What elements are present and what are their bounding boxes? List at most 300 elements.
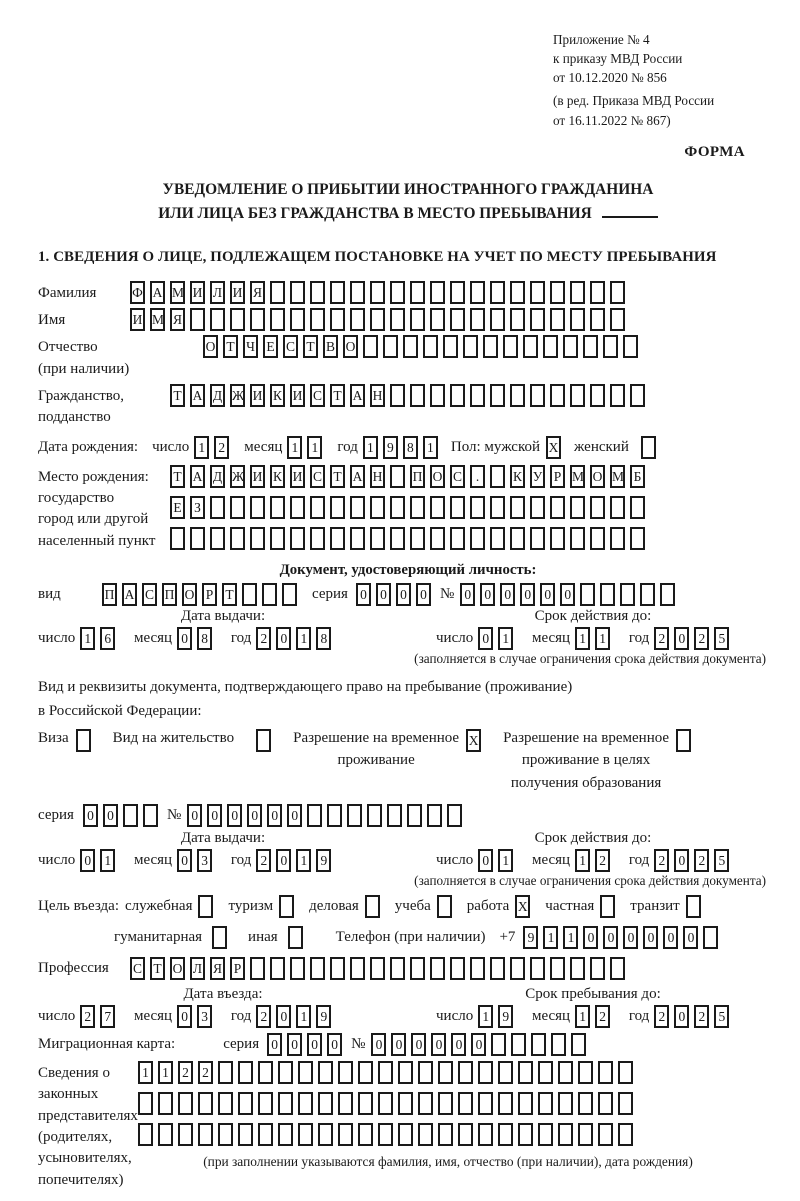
given-name-char-box[interactable] <box>550 308 565 331</box>
citizenship-char-box[interactable]: Т <box>330 384 345 407</box>
guardians-char-box[interactable] <box>578 1123 593 1146</box>
guardians-char-box[interactable] <box>498 1092 513 1115</box>
guardians-char-box[interactable] <box>358 1123 373 1146</box>
surname-char-box[interactable] <box>290 281 305 304</box>
profession-char-box[interactable] <box>510 957 525 980</box>
res-issue-year-box[interactable]: 0 <box>276 849 291 872</box>
guardians-char-box[interactable] <box>298 1061 313 1084</box>
guardians-char-box[interactable] <box>578 1092 593 1115</box>
res-series-box[interactable] <box>143 804 158 827</box>
patronymic-char-box[interactable]: Т <box>223 335 238 358</box>
guardians-char-box[interactable]: 1 <box>158 1061 173 1084</box>
birthplace-char-box[interactable] <box>270 527 285 550</box>
guardians-char-box[interactable] <box>198 1092 213 1115</box>
patronymic-char-box[interactable] <box>603 335 618 358</box>
guardians-char-box[interactable] <box>218 1123 233 1146</box>
birthplace-char-box[interactable] <box>210 527 225 550</box>
guardians-char-box[interactable] <box>538 1092 553 1115</box>
guardians-char-box[interactable] <box>538 1123 553 1146</box>
given-name-char-box[interactable] <box>390 308 405 331</box>
citizenship-char-box[interactable]: Ж <box>230 384 245 407</box>
guardians-char-box[interactable] <box>158 1092 173 1115</box>
guardians-char-box[interactable] <box>338 1061 353 1084</box>
birthplace-char-box[interactable] <box>510 496 525 519</box>
given-name-char-box[interactable] <box>610 308 625 331</box>
id-number-box[interactable] <box>580 583 595 606</box>
stay-year-box[interactable]: 5 <box>714 1005 729 1028</box>
guardians-char-box[interactable] <box>218 1092 233 1115</box>
res-number-box[interactable] <box>347 804 362 827</box>
entry-day-box[interactable]: 2 <box>80 1005 95 1028</box>
birthplace-char-box[interactable]: М <box>570 465 585 488</box>
doc-kind-char-box[interactable] <box>282 583 297 606</box>
doc-kind-char-box[interactable] <box>262 583 277 606</box>
guardians-char-box[interactable] <box>398 1092 413 1115</box>
guardians-char-box[interactable] <box>318 1061 333 1084</box>
res-number-box[interactable]: 0 <box>287 804 302 827</box>
profession-char-box[interactable]: Р <box>230 957 245 980</box>
res-valid-year-box[interactable]: 2 <box>654 849 669 872</box>
res-number-box[interactable] <box>367 804 382 827</box>
guardians-char-box[interactable] <box>478 1061 493 1084</box>
patronymic-char-box[interactable] <box>483 335 498 358</box>
res-issue-day-box[interactable]: 0 <box>80 849 95 872</box>
citizenship-char-box[interactable]: А <box>350 384 365 407</box>
birthplace-char-box[interactable] <box>530 496 545 519</box>
profession-char-box[interactable] <box>610 957 625 980</box>
guardians-char-box[interactable] <box>278 1061 293 1084</box>
doc-kind-char-box[interactable]: С <box>142 583 157 606</box>
surname-char-box[interactable] <box>610 281 625 304</box>
id-number-box[interactable]: 0 <box>480 583 495 606</box>
guardians-char-box[interactable] <box>458 1092 473 1115</box>
profession-char-box[interactable] <box>470 957 485 980</box>
birthplace-char-box[interactable] <box>430 496 445 519</box>
id-issue-year-box[interactable]: 8 <box>316 627 331 650</box>
guardians-char-box[interactable] <box>138 1092 153 1115</box>
birthplace-char-box[interactable]: О <box>590 465 605 488</box>
citizenship-char-box[interactable]: Д <box>210 384 225 407</box>
guardians-char-box[interactable]: 2 <box>198 1061 213 1084</box>
phone-digit-box[interactable]: 0 <box>683 926 698 949</box>
entry-year-box[interactable]: 1 <box>296 1005 311 1028</box>
res-number-box[interactable]: 0 <box>267 804 282 827</box>
birthplace-char-box[interactable] <box>430 527 445 550</box>
entry-year-box[interactable]: 0 <box>276 1005 291 1028</box>
surname-char-box[interactable] <box>530 281 545 304</box>
guardians-char-box[interactable] <box>198 1123 213 1146</box>
patronymic-char-box[interactable] <box>363 335 378 358</box>
profession-char-box[interactable] <box>410 957 425 980</box>
birthplace-char-box[interactable] <box>310 496 325 519</box>
res-issue-month-box[interactable]: 3 <box>197 849 212 872</box>
birthplace-char-box[interactable] <box>230 527 245 550</box>
patronymic-char-box[interactable] <box>543 335 558 358</box>
surname-char-box[interactable] <box>490 281 505 304</box>
surname-char-box[interactable] <box>390 281 405 304</box>
mig-number-box[interactable]: 0 <box>371 1033 386 1056</box>
citizenship-char-box[interactable]: И <box>290 384 305 407</box>
patronymic-char-box[interactable] <box>503 335 518 358</box>
given-name-char-box[interactable] <box>450 308 465 331</box>
guardians-char-box[interactable] <box>298 1123 313 1146</box>
patronymic-char-box[interactable] <box>523 335 538 358</box>
citizenship-char-box[interactable] <box>450 384 465 407</box>
surname-char-box[interactable]: А <box>150 281 165 304</box>
patronymic-char-box[interactable]: В <box>323 335 338 358</box>
surname-char-box[interactable]: И <box>230 281 245 304</box>
official-checkbox[interactable] <box>198 895 213 918</box>
patronymic-char-box[interactable] <box>563 335 578 358</box>
mig-number-box[interactable] <box>571 1033 586 1056</box>
surname-char-box[interactable] <box>550 281 565 304</box>
guardians-char-box[interactable] <box>598 1061 613 1084</box>
guardians-char-box[interactable] <box>258 1061 273 1084</box>
res-issue-month-box[interactable]: 0 <box>177 849 192 872</box>
birthplace-char-box[interactable]: Н <box>370 465 385 488</box>
study-checkbox[interactable] <box>437 895 452 918</box>
entry-month-box[interactable]: 3 <box>197 1005 212 1028</box>
res-number-box[interactable] <box>387 804 402 827</box>
res-valid-day-box[interactable]: 1 <box>498 849 513 872</box>
id-number-box[interactable] <box>620 583 635 606</box>
guardians-char-box[interactable] <box>338 1092 353 1115</box>
doc-kind-char-box[interactable]: П <box>102 583 117 606</box>
residence-permit-checkbox[interactable] <box>256 729 271 752</box>
phone-digit-box[interactable]: 0 <box>663 926 678 949</box>
profession-char-box[interactable] <box>350 957 365 980</box>
id-series-box[interactable]: 0 <box>356 583 371 606</box>
mig-series-box[interactable]: 0 <box>267 1033 282 1056</box>
birthplace-char-box[interactable]: П <box>410 465 425 488</box>
mig-series-box[interactable]: 0 <box>287 1033 302 1056</box>
guardians-char-box[interactable] <box>318 1123 333 1146</box>
birthplace-char-box[interactable] <box>330 496 345 519</box>
patronymic-char-box[interactable]: Т <box>303 335 318 358</box>
id-valid-year-box[interactable]: 2 <box>694 627 709 650</box>
res-number-box[interactable] <box>427 804 442 827</box>
stay-year-box[interactable]: 2 <box>694 1005 709 1028</box>
guardians-char-box[interactable] <box>518 1092 533 1115</box>
id-valid-year-box[interactable]: 2 <box>654 627 669 650</box>
stay-month-box[interactable]: 2 <box>595 1005 610 1028</box>
profession-char-box[interactable] <box>570 957 585 980</box>
res-issue-day-box[interactable]: 1 <box>100 849 115 872</box>
given-name-char-box[interactable] <box>230 308 245 331</box>
birthplace-char-box[interactable] <box>250 527 265 550</box>
given-name-char-box[interactable] <box>530 308 545 331</box>
id-issue-month-box[interactable]: 0 <box>177 627 192 650</box>
id-series-box[interactable]: 0 <box>376 583 391 606</box>
guardians-char-box[interactable] <box>558 1061 573 1084</box>
id-issue-month-box[interactable]: 8 <box>197 627 212 650</box>
res-valid-month-box[interactable]: 1 <box>575 849 590 872</box>
birth-year-box[interactable]: 9 <box>383 436 398 459</box>
birthplace-char-box[interactable] <box>370 527 385 550</box>
surname-char-box[interactable]: Я <box>250 281 265 304</box>
birth-year-box[interactable]: 1 <box>423 436 438 459</box>
guardians-char-box[interactable] <box>418 1061 433 1084</box>
birth-month-box[interactable]: 1 <box>307 436 322 459</box>
res-number-box[interactable]: 0 <box>207 804 222 827</box>
birthplace-char-box[interactable]: Т <box>330 465 345 488</box>
guardians-char-box[interactable] <box>298 1092 313 1115</box>
birthplace-char-box[interactable] <box>350 527 365 550</box>
guardians-char-box[interactable] <box>238 1092 253 1115</box>
given-name-char-box[interactable] <box>590 308 605 331</box>
birthplace-char-box[interactable]: С <box>310 465 325 488</box>
surname-char-box[interactable] <box>430 281 445 304</box>
profession-char-box[interactable] <box>310 957 325 980</box>
phone-digit-box[interactable]: 1 <box>543 926 558 949</box>
birth-day-box[interactable]: 1 <box>194 436 209 459</box>
stay-day-box[interactable]: 9 <box>498 1005 513 1028</box>
doc-kind-char-box[interactable]: Р <box>202 583 217 606</box>
birthplace-char-box[interactable]: З <box>190 496 205 519</box>
surname-char-box[interactable]: М <box>170 281 185 304</box>
res-series-box[interactable] <box>123 804 138 827</box>
doc-kind-char-box[interactable]: О <box>182 583 197 606</box>
surname-char-box[interactable] <box>350 281 365 304</box>
birthplace-char-box[interactable] <box>450 496 465 519</box>
guardians-char-box[interactable] <box>518 1123 533 1146</box>
citizenship-char-box[interactable] <box>590 384 605 407</box>
guardians-char-box[interactable] <box>178 1092 193 1115</box>
citizenship-char-box[interactable] <box>470 384 485 407</box>
given-name-char-box[interactable] <box>470 308 485 331</box>
id-issue-day-box[interactable]: 6 <box>100 627 115 650</box>
guardians-char-box[interactable] <box>418 1123 433 1146</box>
guardians-char-box[interactable] <box>558 1092 573 1115</box>
birthplace-char-box[interactable] <box>570 527 585 550</box>
birthplace-char-box[interactable] <box>490 527 505 550</box>
guardians-char-box[interactable] <box>398 1123 413 1146</box>
guardians-char-box[interactable] <box>618 1123 633 1146</box>
given-name-char-box[interactable] <box>250 308 265 331</box>
stay-year-box[interactable]: 0 <box>674 1005 689 1028</box>
phone-digit-box[interactable]: 9 <box>523 926 538 949</box>
id-number-box[interactable]: 0 <box>520 583 535 606</box>
res-number-box[interactable] <box>407 804 422 827</box>
mig-number-box[interactable]: 0 <box>411 1033 426 1056</box>
surname-char-box[interactable] <box>270 281 285 304</box>
profession-char-box[interactable] <box>550 957 565 980</box>
profession-char-box[interactable] <box>270 957 285 980</box>
birthplace-char-box[interactable]: А <box>190 465 205 488</box>
given-name-char-box[interactable] <box>370 308 385 331</box>
mig-number-box[interactable] <box>511 1033 526 1056</box>
guardians-char-box[interactable] <box>618 1061 633 1084</box>
birthplace-char-box[interactable] <box>210 496 225 519</box>
surname-char-box[interactable] <box>510 281 525 304</box>
guardians-char-box[interactable] <box>178 1123 193 1146</box>
res-number-box[interactable] <box>327 804 342 827</box>
birthplace-char-box[interactable] <box>190 527 205 550</box>
guardians-char-box[interactable] <box>578 1061 593 1084</box>
birth-year-box[interactable]: 1 <box>363 436 378 459</box>
birthplace-char-box[interactable]: Е <box>170 496 185 519</box>
citizenship-char-box[interactable] <box>490 384 505 407</box>
id-valid-day-box[interactable]: 1 <box>498 627 513 650</box>
profession-char-box[interactable] <box>430 957 445 980</box>
res-number-box[interactable]: 0 <box>247 804 262 827</box>
id-issue-year-box[interactable]: 2 <box>256 627 271 650</box>
birthplace-char-box[interactable] <box>270 496 285 519</box>
guardians-char-box[interactable] <box>378 1061 393 1084</box>
citizenship-char-box[interactable]: А <box>190 384 205 407</box>
birthplace-char-box[interactable]: И <box>250 465 265 488</box>
patronymic-char-box[interactable]: Е <box>263 335 278 358</box>
profession-char-box[interactable] <box>530 957 545 980</box>
citizenship-char-box[interactable]: К <box>270 384 285 407</box>
patronymic-char-box[interactable]: О <box>203 335 218 358</box>
birthplace-char-box[interactable]: Д <box>210 465 225 488</box>
birthplace-char-box[interactable] <box>470 527 485 550</box>
citizenship-char-box[interactable] <box>390 384 405 407</box>
id-number-box[interactable]: 0 <box>540 583 555 606</box>
given-name-char-box[interactable] <box>430 308 445 331</box>
guardians-char-box[interactable] <box>438 1123 453 1146</box>
surname-char-box[interactable] <box>590 281 605 304</box>
patronymic-char-box[interactable] <box>403 335 418 358</box>
birthplace-char-box[interactable] <box>630 527 645 550</box>
id-valid-month-box[interactable]: 1 <box>575 627 590 650</box>
profession-char-box[interactable]: С <box>130 957 145 980</box>
phone-digit-box[interactable]: 0 <box>603 926 618 949</box>
res-number-box[interactable]: 0 <box>187 804 202 827</box>
phone-digit-box[interactable]: 1 <box>563 926 578 949</box>
guardians-char-box[interactable] <box>358 1092 373 1115</box>
citizenship-char-box[interactable] <box>410 384 425 407</box>
citizenship-char-box[interactable] <box>530 384 545 407</box>
patronymic-char-box[interactable] <box>623 335 638 358</box>
birthplace-char-box[interactable]: А <box>350 465 365 488</box>
surname-char-box[interactable] <box>330 281 345 304</box>
birth-day-box[interactable]: 2 <box>214 436 229 459</box>
birthplace-char-box[interactable]: М <box>610 465 625 488</box>
guardians-char-box[interactable] <box>598 1092 613 1115</box>
given-name-char-box[interactable] <box>270 308 285 331</box>
guardians-char-box[interactable]: 1 <box>138 1061 153 1084</box>
id-number-box[interactable]: 0 <box>460 583 475 606</box>
given-name-char-box[interactable]: Я <box>170 308 185 331</box>
guardians-char-box[interactable] <box>518 1061 533 1084</box>
guardians-char-box[interactable] <box>318 1092 333 1115</box>
citizenship-char-box[interactable] <box>570 384 585 407</box>
given-name-char-box[interactable]: И <box>130 308 145 331</box>
surname-char-box[interactable] <box>410 281 425 304</box>
birthplace-char-box[interactable] <box>170 527 185 550</box>
citizenship-char-box[interactable]: И <box>250 384 265 407</box>
res-issue-year-box[interactable]: 1 <box>296 849 311 872</box>
id-number-box[interactable] <box>640 583 655 606</box>
business-checkbox[interactable] <box>365 895 380 918</box>
guardians-char-box[interactable] <box>498 1123 513 1146</box>
birthplace-char-box[interactable] <box>510 527 525 550</box>
entry-day-box[interactable]: 7 <box>100 1005 115 1028</box>
patronymic-char-box[interactable]: С <box>283 335 298 358</box>
citizenship-char-box[interactable] <box>510 384 525 407</box>
profession-char-box[interactable] <box>250 957 265 980</box>
phone-digit-box[interactable]: 0 <box>643 926 658 949</box>
patronymic-char-box[interactable] <box>463 335 478 358</box>
mig-number-box[interactable]: 0 <box>471 1033 486 1056</box>
private-checkbox[interactable] <box>600 895 615 918</box>
doc-kind-char-box[interactable]: А <box>122 583 137 606</box>
entry-year-box[interactable]: 2 <box>256 1005 271 1028</box>
mig-series-box[interactable]: 0 <box>307 1033 322 1056</box>
profession-char-box[interactable] <box>290 957 305 980</box>
id-series-box[interactable]: 0 <box>396 583 411 606</box>
birthplace-char-box[interactable]: И <box>290 465 305 488</box>
surname-char-box[interactable] <box>470 281 485 304</box>
given-name-char-box[interactable] <box>510 308 525 331</box>
guardians-char-box[interactable] <box>458 1061 473 1084</box>
id-valid-year-box[interactable]: 5 <box>714 627 729 650</box>
doc-kind-char-box[interactable] <box>242 583 257 606</box>
stay-month-box[interactable]: 1 <box>575 1005 590 1028</box>
surname-char-box[interactable] <box>370 281 385 304</box>
entry-year-box[interactable]: 9 <box>316 1005 331 1028</box>
mig-number-box[interactable]: 0 <box>391 1033 406 1056</box>
profession-char-box[interactable] <box>590 957 605 980</box>
mig-number-box[interactable] <box>551 1033 566 1056</box>
birthplace-char-box[interactable] <box>590 496 605 519</box>
birthplace-char-box[interactable] <box>310 527 325 550</box>
id-number-box[interactable]: 0 <box>560 583 575 606</box>
id-valid-day-box[interactable]: 0 <box>478 627 493 650</box>
res-issue-year-box[interactable]: 2 <box>256 849 271 872</box>
id-issue-day-box[interactable]: 1 <box>80 627 95 650</box>
birthplace-char-box[interactable] <box>390 496 405 519</box>
res-series-box[interactable]: 0 <box>103 804 118 827</box>
birthplace-char-box[interactable] <box>390 465 405 488</box>
birthplace-char-box[interactable]: Т <box>170 465 185 488</box>
birthplace-char-box[interactable] <box>490 496 505 519</box>
res-issue-year-box[interactable]: 9 <box>316 849 331 872</box>
guardians-char-box[interactable] <box>458 1123 473 1146</box>
given-name-char-box[interactable] <box>330 308 345 331</box>
phone-digit-box[interactable] <box>703 926 718 949</box>
birthplace-char-box[interactable]: С <box>450 465 465 488</box>
profession-char-box[interactable]: Т <box>150 957 165 980</box>
visa-checkbox[interactable] <box>76 729 91 752</box>
humanitarian-checkbox[interactable] <box>212 926 227 949</box>
phone-digit-box[interactable]: 0 <box>583 926 598 949</box>
guardians-char-box[interactable] <box>158 1123 173 1146</box>
birthplace-char-box[interactable] <box>330 527 345 550</box>
guardians-char-box[interactable] <box>438 1092 453 1115</box>
res-valid-year-box[interactable]: 2 <box>694 849 709 872</box>
given-name-char-box[interactable] <box>210 308 225 331</box>
patronymic-char-box[interactable] <box>383 335 398 358</box>
transit-checkbox[interactable] <box>686 895 701 918</box>
mig-number-box[interactable] <box>491 1033 506 1056</box>
stay-year-box[interactable]: 2 <box>654 1005 669 1028</box>
guardians-char-box[interactable] <box>618 1092 633 1115</box>
birthplace-char-box[interactable] <box>290 496 305 519</box>
citizenship-char-box[interactable]: Н <box>370 384 385 407</box>
res-number-box[interactable]: 0 <box>227 804 242 827</box>
mig-number-box[interactable] <box>531 1033 546 1056</box>
birthplace-char-box[interactable] <box>350 496 365 519</box>
birthplace-char-box[interactable]: К <box>270 465 285 488</box>
given-name-char-box[interactable]: М <box>150 308 165 331</box>
doc-kind-char-box[interactable]: П <box>162 583 177 606</box>
birthplace-char-box[interactable] <box>290 527 305 550</box>
citizenship-char-box[interactable] <box>630 384 645 407</box>
surname-char-box[interactable]: Ф <box>130 281 145 304</box>
